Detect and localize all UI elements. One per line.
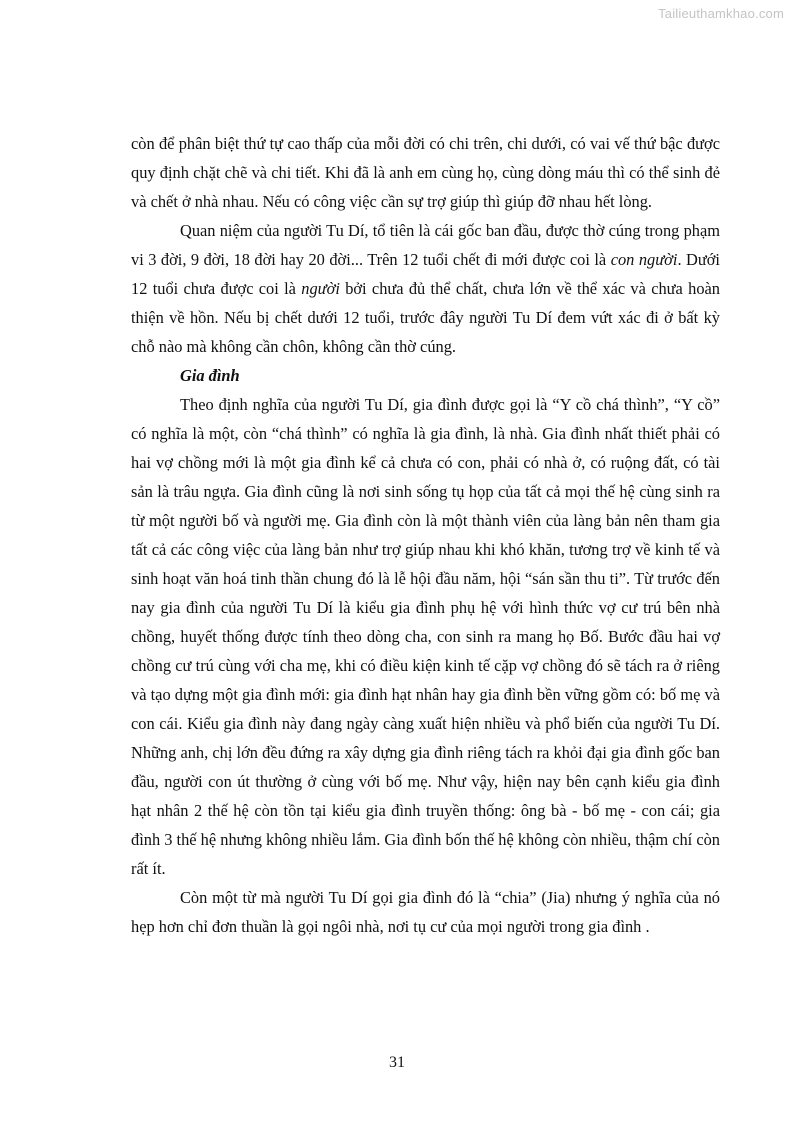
paragraph-text: bởi chưa đủ thể chất, chưa lớn về thể xác và chưa hoàn thiện về hồn. Nếu bị chết dưới 12 tuổi, trước đây người Tu Dí đem vứt xác đi ở bất kỳ chỗ nào mà không cần chôn, không cần thờ cúng.: [131, 279, 720, 356]
italic-term-con-nguoi: con người: [610, 250, 678, 269]
paragraph-family-definition: Theo định nghĩa của người Tu Dí, gia đình được gọi là “Y cồ chá thình”, “Y cồ” có nghĩa là một, còn “chá thình” có nghĩa là gia đình, là nhà. Gia đình nhất thiết phải có hai vợ chồng mới là một gia đình kể cả chưa có con, phải có nhà ở, có ruộng đất, có tài sản là trâu ngựa. Gia đình cũng là nơi sinh sống tụ họp của tất cả mọi thế hệ cùng sinh ra từ một người bố và người mẹ. Gia đình còn là một thành viên của làng bản nên tham gia tất cả các công việc của làng bản như trợ giúp nhau khi khó khăn, tương trợ về kinh tế và sinh hoạt văn hoá tinh thần chung đó là lễ hội đầu năm, hội “sán sần thu ti”. Từ trước đến nay gia đình của người Tu Dí là kiểu gia đình phụ hệ với hình thức vợ cư trú bên nhà chồng, huyết thống được tính theo dòng cha, con sinh ra mang họ Bố. Bước đầu hai vợ chồng cư trú cùng với cha mẹ, khi có điều kiện kinh tế cặp vợ chồng đó sẽ tách ra ở riêng và tạo dựng một gia đình mới: gia đình hạt nhân hay gia đình bền vững gồm có: bố mẹ và con cái. Kiểu gia đình này đang ngày càng xuất hiện nhiều và phổ biến của người Tu Dí. Những anh, chị lớn đều đứng ra xây dựng gia đình riêng tách ra khỏi đại gia đình gốc ban đầu, người con út thường ở cùng với bố mẹ. Như vậy, hiện nay bên cạnh kiểu gia đình hạt nhân 2 thế hệ còn tồn tại kiểu gia đình truyền thống: ông bà - bố mẹ - con cái; gia đình 3 thế hệ nhưng không nhiều lắm. Gia đình bốn thế hệ không còn nhiều, thậm chí còn rất ít.: [131, 395, 720, 878]
paragraph-text: . Dưới 12 tuổi chưa được coi là: [131, 250, 720, 298]
paragraph-text: Quan niệm của người Tu Dí, tổ tiên là cái gốc ban đầu, được thờ cúng trong phạm vi 3 đời, 9 đời, 18 đời hay 20 đời... Trên 12 tuổi chết đi mới được coi là: [131, 221, 720, 269]
paragraph-chia: Còn một từ mà người Tu Dí gọi gia đình đó là “chia” (Jia) nhưng ý nghĩa của nó hẹp hơn chỉ đơn thuần là gọi ngôi nhà, nơi tụ cư của mọi người trong gia đình .: [131, 888, 720, 936]
section-heading: Gia đình: [180, 366, 240, 385]
paragraph-continuation: còn để phân biệt thứ tự cao thấp của mỗi đời có chi trên, chi dưới, có vai vế thứ bậc được quy định chặt chẽ và chi tiết. Khi đã là anh em cùng họ, cùng dòng máu thì có thể sinh đẻ và chết ở nhà nhau. Nếu có công việc cần sự trợ giúp thì giúp đỡ nhau hết lòng.: [131, 134, 720, 211]
page-number: 31: [389, 1054, 405, 1071]
watermark: Tailieuthamkhao.com: [658, 6, 784, 21]
page-body: [131, 129, 720, 941]
paragraph-ancestors: [131, 216, 720, 361]
italic-term-nguoi: người: [301, 279, 340, 298]
